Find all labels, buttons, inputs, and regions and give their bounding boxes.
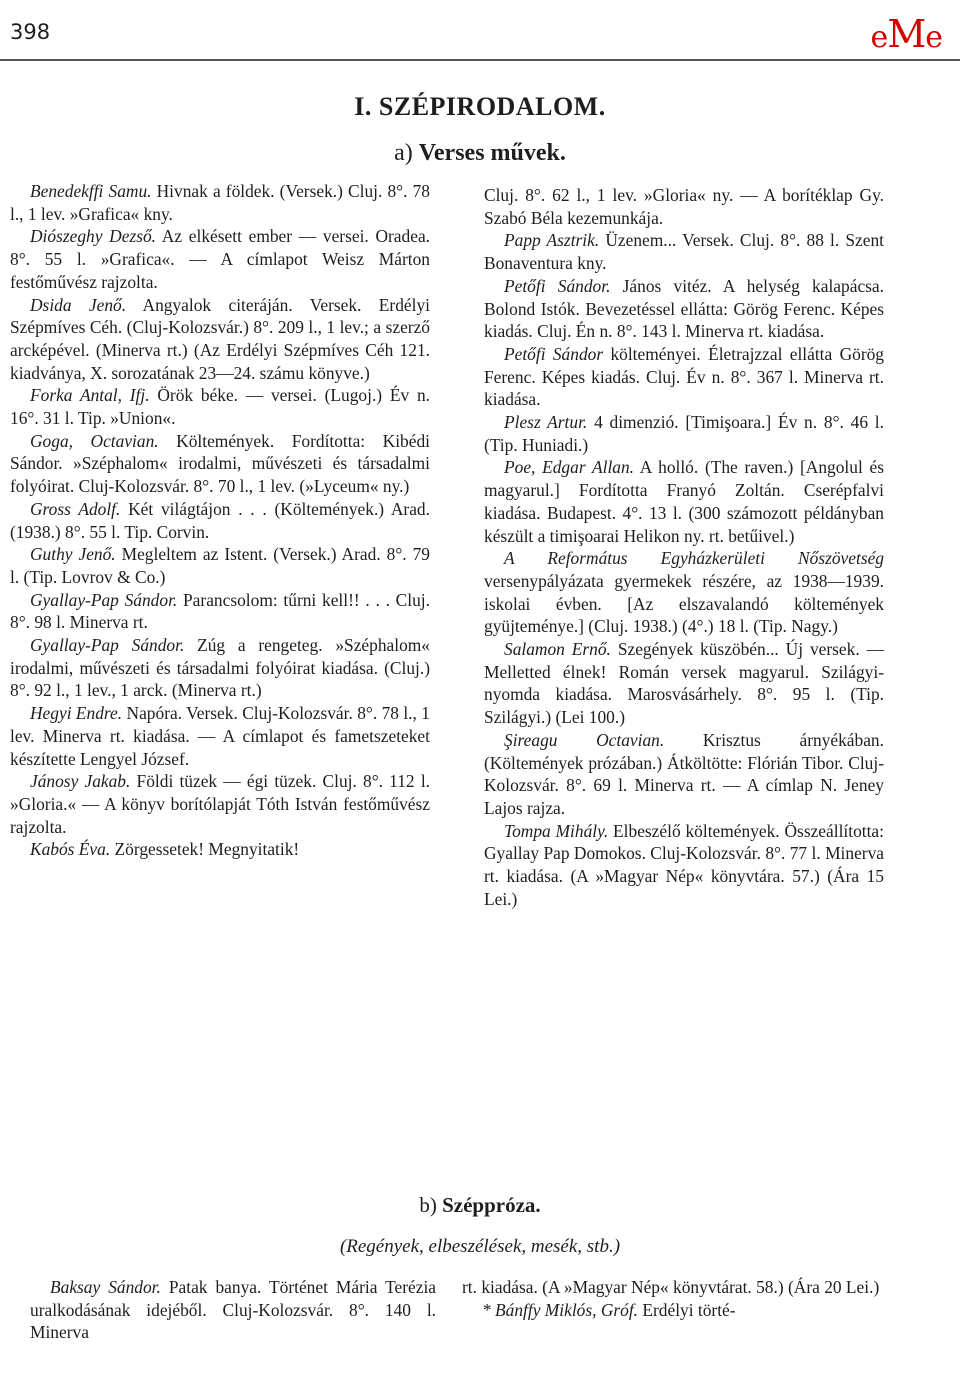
entry-author: Papp Asztrik. (504, 230, 600, 251)
entry-text: A holló. (The raven.) [Angolul és magyarul.] Fordította Franyó Zoltán. Cserépfalvi kiadása. Budapest. 4°. 13 l. (300 számozott példányban készült a timişoarai Helikon ny. rt. betűivel.) (484, 457, 884, 546)
entry-continuation: Cluj. 8°. 62 l., 1 lev. »Gloria« ny. — A borítéklap Gy. Szabó Béla kezemunkája. (484, 185, 884, 228)
entry-text: Parancsolom: tűrni kell!! . . . Cluj. 8°. 98 l. Minerva rt. (10, 589, 430, 633)
subsection-b-heading (0, 1193, 960, 1218)
entry-author: Petőfi Sándor. (504, 275, 611, 296)
verse-column-left (10, 180, 430, 861)
entry (10, 543, 430, 588)
entry-author: Hegyi Endre. (30, 703, 123, 724)
entry (10, 498, 430, 543)
entry (484, 411, 884, 456)
entry-author: Plesz Artur. (504, 412, 588, 433)
entry-text: Patak banya. Történet Mária Terézia uralkodásának idejéből. Cluj-Kolozsvár. 8°. 140 l. Minerva (30, 1277, 436, 1343)
logo-letter-e: e (870, 20, 888, 55)
entry-author: Şireagu Octavian. (504, 729, 665, 750)
entry-text: Az elkésett ember — versei. Oradea. 8°. 55 l. »Grafica«. — A címlapot Weisz Márton festőművész rajzolta. (10, 226, 431, 292)
entry-text: Hivnak a földek. (Versek.) Cluj. 8°. 78 l., 1 lev. »Grafica« kny. (10, 181, 430, 224)
entry-text: Örök béke. — versei. (Lugoj.) Év n. 16°. 31 l. Tip. »Union«. (10, 385, 430, 429)
verse-column-right (484, 184, 884, 911)
page-number: 398 (10, 20, 51, 44)
entry-text: 4 dimenzió. [Timişoara.] Év n. 8°. 46 l. (Tip. Huniadi.) (484, 412, 884, 455)
entry-author: Diószeghy Dezső. (30, 226, 157, 247)
logo-letter-m: M (887, 12, 926, 56)
entry (484, 343, 884, 411)
subsection-a-title: Verses művek. (418, 140, 566, 166)
prose-column-left (30, 1276, 436, 1344)
logo-letter-e2: e (925, 20, 942, 55)
entry-text: Angyalok citeráján. Versek. Erdélyi Szépmíves Céh. (Cluj-Kolozsvár.) 8°. 209 l., 1 lev.; a szerző arcképével. (Minerva rt.) (Az Erdélyi Szépmíves Céh 121. kiadványa, X. sorozatának 23—24. számu könyve.) (10, 294, 430, 383)
entry-author: Benedekffi Samu. (30, 181, 152, 201)
entry-text: Elbeszélő költemények. Összeállította: Gyallay Pap Domokos. Cluj-Kolozsvár. 8°. 77 l. Minerva rt. kiadása. (A »Magyar Nép« könyvtára. 57.) (Ára 15 Lei.) (484, 820, 884, 909)
entry (10, 838, 430, 861)
entry-text: Megleltem az Istent. (Versek.) Arad. 8°. 79 l. (Tip. Lovrov & Co.) (10, 544, 430, 587)
subsection-b-title: Széppróza. (442, 1193, 541, 1217)
entry-author: Forka Antal, Ifj. (30, 385, 150, 406)
entry-author: Kabós Éva. (30, 839, 111, 860)
entry (30, 1276, 436, 1344)
entry (10, 702, 430, 770)
entry (462, 1299, 884, 1322)
page-header (0, 0, 960, 62)
entry (484, 229, 884, 274)
publisher-logo (871, 12, 942, 56)
entry-text: Zörgessetek! Megnyitatik! (114, 839, 300, 860)
entry-text: Krisztus árnyékában. (Költemények prózában.) Átköltötte: Flórián Tibor. Cluj-Kolozsvár. 8°. 69 l. Minerva rt. — A címlap N. Jeney Lajos rajza. (484, 729, 884, 818)
header-rule (0, 59, 960, 61)
entry-text: Napóra. Versek. Cluj-Kolozsvár. 8°. 78 l., 1 lev. Minerva rt. kiadása. — A címlapot és fametszeteket készítette Lengyel József. (10, 703, 430, 769)
entry (10, 770, 430, 838)
entry-text: költeményei. Életrajzzal ellátta Görög Ferenc. Képes kiadás. Cluj. Év n. 8°. 367 l. Minerva rt. kiadása. (484, 343, 885, 410)
entry (484, 456, 884, 547)
subsection-a-letter: a) (394, 140, 413, 166)
entry (484, 638, 884, 729)
prose-column-right (462, 1276, 884, 1321)
entry (10, 634, 430, 702)
entry-author: Goga, Octavian. (30, 430, 159, 451)
entry-text: Zúg a rengeteg. »Széphalom« irodalmi, művészeti és társadalmi folyóirat kiadása. (Cluj.) 8°. 92 l., 1 lev., 1 arck. (Minerva rt.) (10, 635, 430, 701)
entry-text: Költemények. Fordította: Kibédi Sándor. »Széphalom« irodalmi, művészeti és társadalmi folyóirat. Cluj-Kolozsvár. 8°. 70 l., 1 lev. (»Lyceum« ny.) (10, 430, 430, 497)
entry-author: Gyallay-Pap Sándor. (30, 635, 185, 656)
entry-author: Guthy Jenő. (30, 544, 116, 565)
entry-author: Tompa Mihály. (504, 820, 609, 841)
entry-author: Baksay Sándor. (50, 1277, 161, 1297)
entry-text: versenypályázata gyermekek részére, az 1938—1939. iskolai évben. [Az elszavalandó költemények gyüjteménye.] (Cluj. 1938.) (4°.) 18 l. (Tip. Nagy.) (484, 570, 884, 637)
entry (10, 225, 430, 293)
entry-author: A Református Egyházkerületi Nőszövetség (504, 548, 884, 569)
entry (10, 294, 430, 385)
entry-author: Gyallay-Pap Sándor. (30, 589, 178, 610)
entry-author: Salamon Ernő. (504, 639, 611, 660)
entry-author: * Bánffy Miklós, Gróf. (482, 1299, 639, 1320)
section-title: I. SZÉPIRODALOM. (354, 92, 606, 121)
entry-text: János vitéz. A helység kalapácsa. Bolond Istók. Bevezetéssel ellátta: Görög Ferenc. Képes kiadás. Cluj. Én n. 8°. 143 l. Minerva rt. kiadása. (484, 275, 884, 342)
entry-author: Gross Adolf. (30, 498, 121, 519)
entry-text: Két világtájon . . . (Költemények.) Arad. (1938.) 8°. 55 l. Tip. Corvin. (10, 498, 430, 542)
entry-author: Poe, Edgar Allan. (504, 457, 635, 478)
subsection-b-letter: b) (419, 1193, 437, 1217)
entry (10, 589, 430, 634)
entry-author: Petőfi Sándor (504, 343, 604, 364)
subsection-a-heading (0, 140, 960, 167)
entry (484, 275, 884, 343)
entry (10, 430, 430, 498)
entry (484, 729, 884, 820)
entry-text: Üzenem... Versek. Cluj. 8°. 88 l. Szent Bonaventura kny. (484, 230, 884, 274)
entry (10, 384, 430, 429)
subsection-b-subtitle: (Regények, elbeszélések, mesék, stb.) (339, 1236, 621, 1257)
entry-text: Szegények küszöbén... Új versek. — Melletted élnek! Román versek magyarul. Szilágyi-nyomda kiadása. Marosvásárhely. 8°. 95 l. (Tip. Szilágyi.) (Lei 100.) (484, 639, 884, 728)
entry (484, 547, 884, 638)
entry-text: Földi tüzek — égi tüzek. Cluj. 8°. 112 l. »Gloria.« — A könyv borítólapját Tóth István festőművész rajzolta. (10, 771, 430, 837)
entry (10, 180, 430, 225)
entry-text: Erdélyi törté- (642, 1299, 736, 1320)
entry-author: Dsida Jenő. (30, 294, 127, 315)
entry-continuation: rt. kiadása. (A »Magyar Nép« könyvtárat. 58.) (Ára 20 Lei.) (462, 1277, 880, 1297)
entry (484, 820, 884, 911)
entry-author: Jánosy Jakab. (30, 771, 131, 792)
